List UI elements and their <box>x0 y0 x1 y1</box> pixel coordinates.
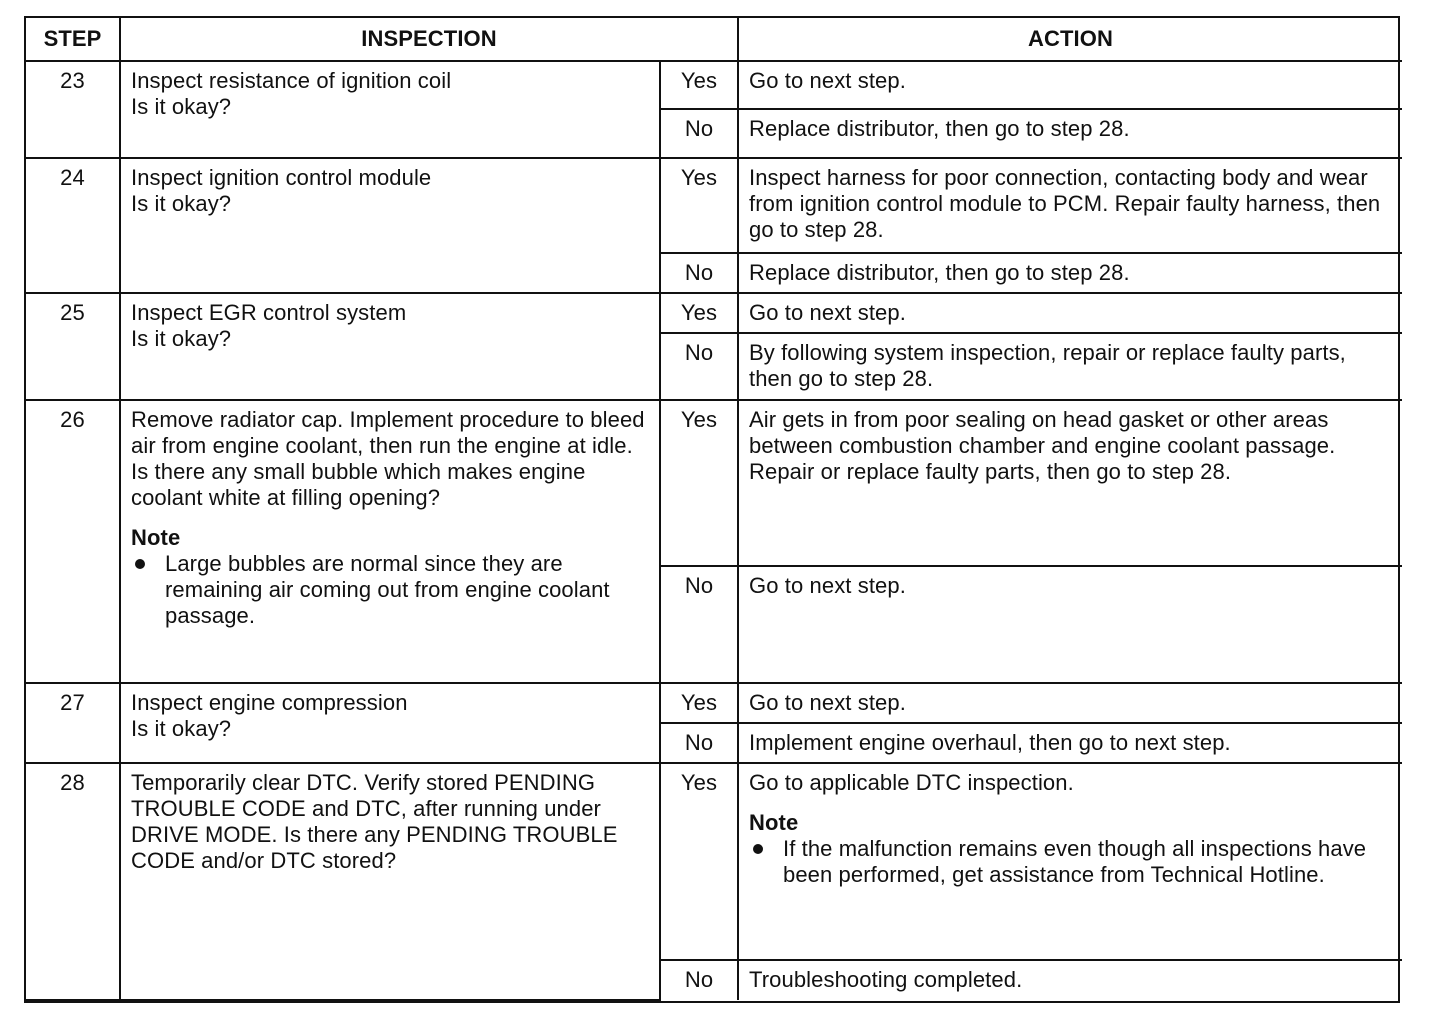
inspection-cell <box>120 763 660 1000</box>
table-row <box>26 763 1402 960</box>
note-bullet <box>749 836 1392 888</box>
step-number: 25 <box>26 293 120 399</box>
inspection-cell <box>120 158 660 294</box>
answer-no: No <box>660 566 738 682</box>
inspection-question: Is it okay? <box>131 94 232 120</box>
step-number: 26 <box>26 400 120 683</box>
action-yes: Go to next step. <box>738 683 1402 723</box>
action-no: By following system inspection, repair or replace faulty parts, then go to step 28. <box>738 333 1402 399</box>
header-inspection: INSPECTION <box>120 18 738 61</box>
bullet-dot-icon <box>753 844 763 854</box>
inspection-text: Inspect ignition control module <box>131 164 432 190</box>
inspection-cell <box>120 61 660 157</box>
inspection-text: Remove radiator cap. Implement procedure to bleed air from engine coolant, then run the engine at idle. Is there any small bubble which makes engine coolant white at filling opening? <box>131 406 645 510</box>
action-no: Replace distributor, then go to step 28. <box>738 109 1402 157</box>
inspection-question: Is it okay? <box>131 190 232 216</box>
answer-yes: Yes <box>660 683 738 723</box>
action-no: Go to next step. <box>738 566 1402 682</box>
table-row <box>26 61 1402 109</box>
inspection-text: Inspect EGR control system <box>131 300 407 326</box>
troubleshooting-table <box>26 18 1402 1001</box>
action-yes: Go to next step. <box>738 293 1402 333</box>
step-number: 27 <box>26 683 120 763</box>
inspection-text: Inspect resistance of ignition coil <box>131 68 452 94</box>
header-row <box>26 18 1402 61</box>
answer-yes: Yes <box>660 293 738 333</box>
answer-no: No <box>660 333 738 399</box>
inspection-cell <box>120 400 660 683</box>
action-yes: Go to next step. <box>738 61 1402 109</box>
inspection-text: Inspect engine compression <box>131 689 408 715</box>
action-yes: Go to applicable DTC inspection. <box>749 769 1074 795</box>
bullet-dot-icon <box>135 559 145 569</box>
header-action: ACTION <box>738 18 1402 61</box>
note-title: Note <box>131 524 181 550</box>
action-no: Replace distributor, then go to step 28. <box>738 253 1402 293</box>
action-yes: Inspect harness for poor connection, contacting body and wear from ignition control module to PCM. Repair faulty harness, then go to step 28. <box>738 158 1402 253</box>
note-bullet-text: If the malfunction remains even though all inspections have been performed, get assistance from Technical Hotline. <box>783 835 1367 887</box>
note-title: Note <box>749 809 799 835</box>
step-number: 23 <box>26 61 120 157</box>
answer-yes: Yes <box>660 158 738 253</box>
header-step: STEP <box>26 18 120 61</box>
answer-yes: Yes <box>660 400 738 567</box>
inspection-question: Is it okay? <box>131 326 232 352</box>
inspection-text: Temporarily clear DTC. Verify stored PENDING TROUBLE CODE and DTC, after running under DRIVE MODE. Is there any PENDING TROUBLE CODE and/or DTC stored? <box>131 769 618 873</box>
action-yes-cell <box>738 763 1402 960</box>
note-bullet <box>131 551 649 629</box>
inspection-cell <box>120 683 660 763</box>
table-row <box>26 400 1402 567</box>
step-number: 28 <box>26 763 120 1000</box>
action-yes: Air gets in from poor sealing on head gasket or other areas between combustion chamber and engine coolant passage. Repair or replace faulty parts, then go to step 28. <box>738 400 1402 567</box>
inspection-cell <box>120 293 660 399</box>
action-no: Implement engine overhaul, then go to next step. <box>738 723 1402 763</box>
note-bullet-text: Large bubbles are normal since they are remaining air coming out from engine coolant passage. <box>165 550 610 628</box>
table-row <box>26 293 1402 333</box>
answer-yes: Yes <box>660 61 738 109</box>
table-row <box>26 683 1402 723</box>
answer-no: No <box>660 960 738 1000</box>
answer-no: No <box>660 723 738 763</box>
table-row <box>26 158 1402 253</box>
inspection-question: Is it okay? <box>131 715 232 741</box>
answer-no: No <box>660 253 738 293</box>
action-no: Troubleshooting completed. <box>738 960 1402 1000</box>
answer-yes: Yes <box>660 763 738 960</box>
troubleshooting-table-page <box>24 16 1400 1003</box>
answer-no: No <box>660 109 738 157</box>
step-number: 24 <box>26 158 120 294</box>
